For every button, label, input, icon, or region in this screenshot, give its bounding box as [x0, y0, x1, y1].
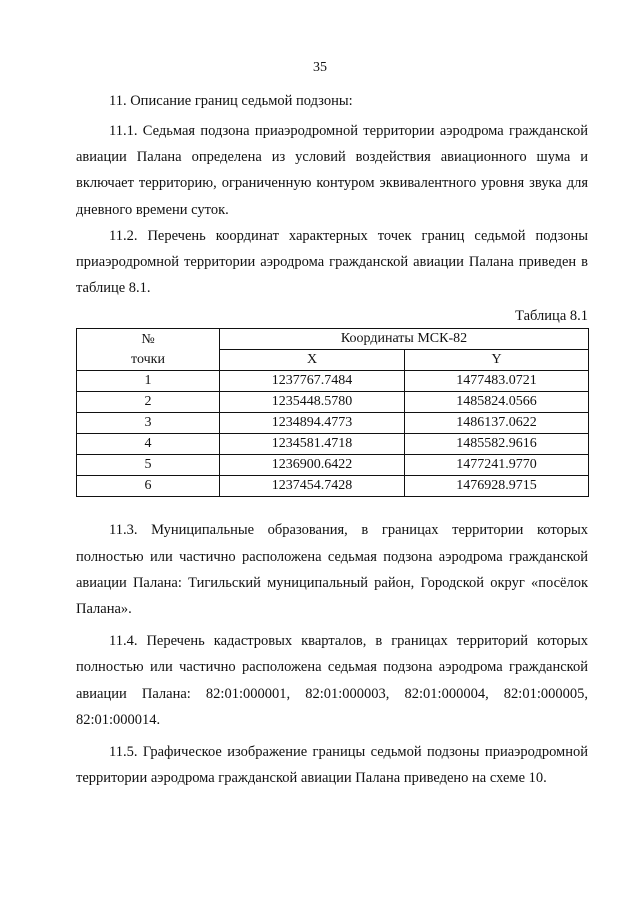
- cell-point: 4: [77, 434, 220, 455]
- cell-point: 1: [77, 371, 220, 392]
- cell-x: 1235448.5780: [220, 392, 405, 413]
- cell-x: 1234581.4718: [220, 434, 405, 455]
- cell-y: 1477483.0721: [405, 371, 589, 392]
- paragraph-11-1: 11.1. Седьмая подзона приаэродромной территории аэродрома гражданской авиации Палана определена из условий воздействия авиационного шума и включает территорию, ограниченную контуром эквивалентного уровня звука для дневного времени суток.: [76, 123, 588, 218]
- cell-y: 1476928.9715: [405, 476, 589, 497]
- table-row: [77, 392, 589, 413]
- header-point-number: [77, 329, 220, 371]
- paragraph-11-5: 11.5. Графическое изображение границы седьмой подзоны приаэродромной территории аэродрома гражданской авиации Палана приведено на схеме 10.: [76, 744, 588, 787]
- paragraph-11-4: 11.4. Перечень кадастровых кварталов, в границах территорий которых полностью или частично расположена седьмая подзона аэродрома гражданской авиации Палана: 82:01:000001, 82:01:000003, 82:01:000004, 82:01:000005, 82:01:000014.: [76, 633, 588, 728]
- document-body: [76, 88, 588, 791]
- table-row: [77, 476, 589, 497]
- cell-y: 1486137.0622: [405, 413, 589, 434]
- table-caption: Таблица 8.1: [515, 308, 588, 325]
- table-row: [77, 455, 589, 476]
- page-number: 35: [313, 60, 327, 75]
- cell-y: 1485824.0566: [405, 392, 589, 413]
- cell-point: 5: [77, 455, 220, 476]
- cell-x: 1237767.7484: [220, 371, 405, 392]
- header-coordinates: Координаты МСК-82: [220, 329, 589, 350]
- cell-x: 1234894.4773: [220, 413, 405, 434]
- cell-point: 3: [77, 413, 220, 434]
- cell-y: 1477241.9770: [405, 455, 589, 476]
- coordinates-table: [76, 328, 589, 497]
- cell-y: 1485582.9616: [405, 434, 589, 455]
- header-point-number-label: точки: [131, 351, 165, 367]
- table-row: [77, 434, 589, 455]
- header-point-number-symbol: №: [141, 331, 155, 347]
- table-row: [77, 371, 589, 392]
- table-row: [77, 413, 589, 434]
- header-y: Y: [405, 350, 589, 371]
- header-x: X: [220, 350, 405, 371]
- cell-point: 2: [77, 392, 220, 413]
- cell-x: 1237454.7428: [220, 476, 405, 497]
- paragraph-11-2: 11.2. Перечень координат характерных точек границ седьмой подзоны приаэродромной территории аэродрома гражданской авиации Палана приведен в таблице 8.1.: [76, 227, 588, 297]
- section-heading: 11. Описание границ седьмой подзоны:: [109, 93, 353, 109]
- paragraph-11-3: 11.3. Муниципальные образования, в границах территории которых полностью или частично расположена седьмая подзона аэродрома гражданской авиации Палана: Тигильский муниципальный район, Городской округ «посёлок Палана».: [76, 522, 588, 618]
- table-header-row: [77, 329, 589, 350]
- cell-point: 6: [77, 476, 220, 497]
- cell-x: 1236900.6422: [220, 455, 405, 476]
